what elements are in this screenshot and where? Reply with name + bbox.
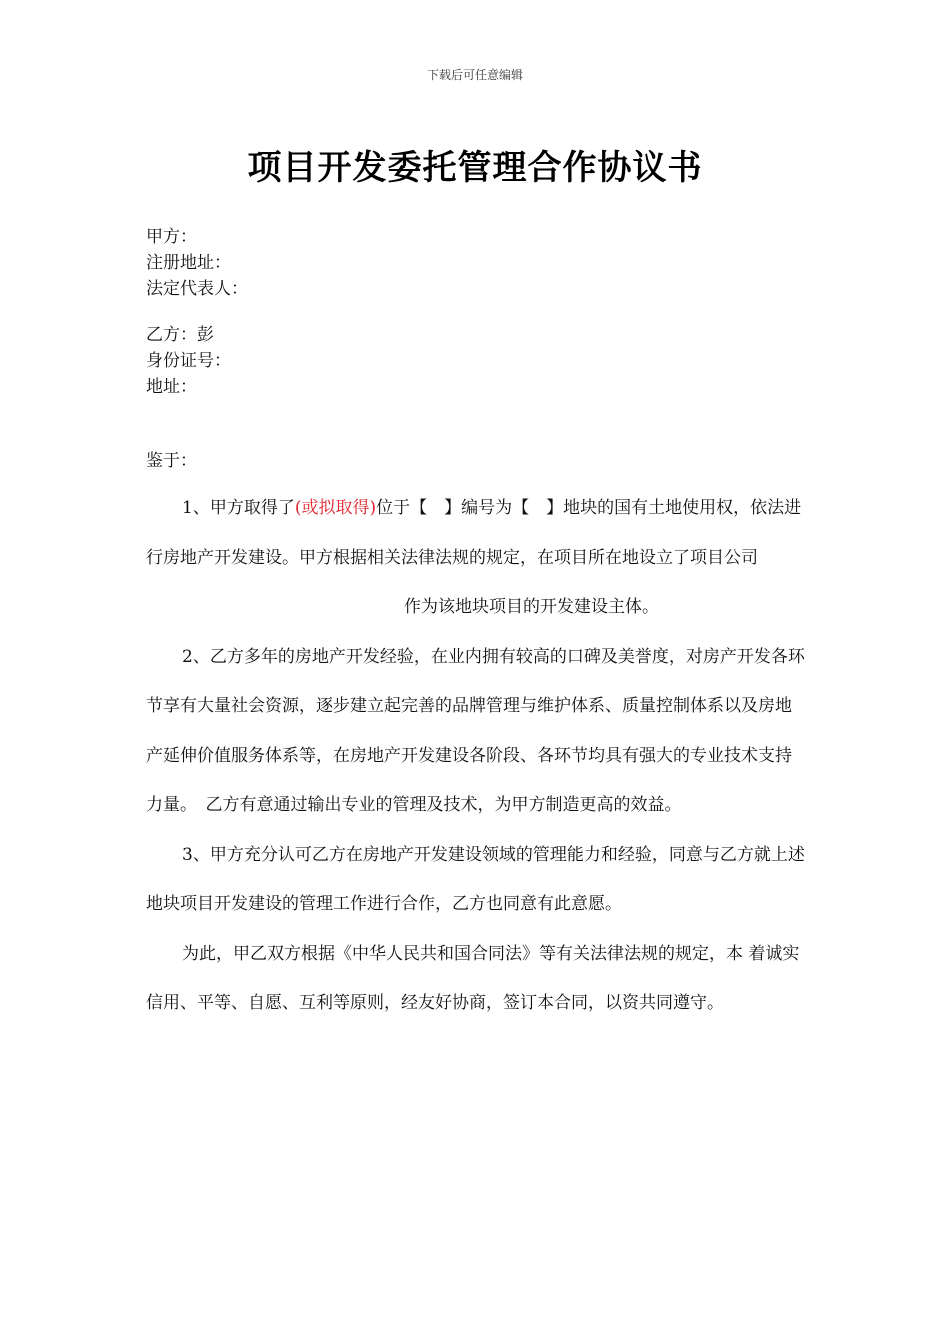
document-title: 项目开发委托管理合作协议书: [247, 148, 703, 188]
clause-1-end: 作为该地块项目的开发建设主体。: [404, 597, 659, 617]
clause-2: 2、乙方多年的房地产开发经验，在业内拥有较高的口碑及美誉度，对房产开发各环节享有大量社会资源，逐步建立起完善的品牌管理与维护体系、质量控制体系以及房地产延伸价值服务体系等，在房地产开发建设各阶段、各环节均具有强大的专业技术支持力量。 乙方有意通过输出专业的管理及技术，为甲方制造更高的效益。: [146, 646, 805, 815]
clause-1-red-note: (或拟取得): [294, 498, 377, 518]
clause-1-middle: 位于【 】编号为【 】地块的国有土地使用权，依法进行房地产开发建设。甲方根据相关法律法规的规定，在项目所在地设立了项目公司: [146, 498, 802, 568]
clause-3: 3、甲方充分认可乙方在房地产开发建设领域的管理能力和经验，同意与乙方就上述地块项目开发建设的管理工作进行合作，乙方也同意有此意愿。: [146, 844, 805, 914]
clause-4: 为此，甲乙双方根据《中华人民共和国合同法》等有关法律法规的规定，本 着诚实信用、平等、自愿、互利等原则，经友好协商，签订本合同，以资共同遵守。: [146, 943, 800, 1013]
party-a-address-label: 注册地址：: [146, 253, 231, 273]
whereas-heading: [146, 448, 806, 474]
recitals: [146, 484, 808, 1029]
party-b-name-label: 乙方：彭: [146, 325, 214, 345]
party-b-id-label: 身份证号：: [146, 351, 231, 371]
party-a-legal-rep-label: 法定代表人：: [146, 279, 248, 299]
party-a-name-label: 甲方：: [146, 227, 197, 247]
party-b-address-label: 地址：: [146, 377, 197, 397]
whereas-label: 鉴于：: [146, 451, 197, 471]
party-b-block: [146, 322, 806, 400]
header-note: 下载后可任意编辑: [426, 68, 523, 82]
clause-1-start: 1、甲方取得了: [182, 498, 295, 518]
party-a-block: [146, 224, 806, 302]
clause-1: [146, 484, 808, 633]
